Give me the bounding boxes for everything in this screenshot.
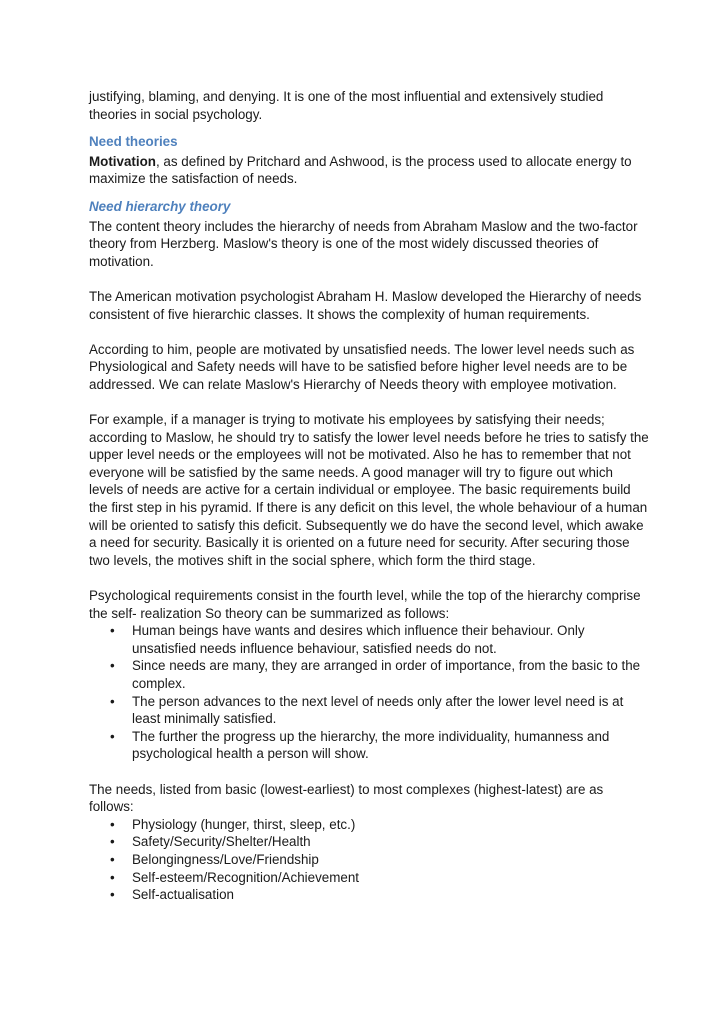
list-item <box>89 693 649 728</box>
list-item-text: Physiology (hunger, thirst, sleep, etc.) <box>132 816 356 832</box>
list-item-text: Safety/Security/Shelter/Health <box>132 834 311 850</box>
need-hierarchy-theory-heading: Need hierarchy theory <box>89 198 231 214</box>
bullet-icon: • <box>110 728 115 744</box>
intro-continuation-paragraph: justifying, blaming, and denying. It is one of the most influential and extensively studied theories in social psychology. <box>89 89 604 122</box>
list-item <box>89 886 649 904</box>
document-page <box>89 88 649 904</box>
list-item <box>89 869 649 887</box>
list-item-text: Since needs are many, they are arranged in order of importance, from the basic to the complex. <box>132 658 641 691</box>
list-item <box>89 816 649 834</box>
needs-bullet-list <box>89 816 649 904</box>
bullet-icon: • <box>110 623 115 639</box>
bullet-icon: • <box>110 887 115 903</box>
list-item <box>89 851 649 869</box>
maslow-hierarchy-paragraph: The American motivation psychologist Abraham H. Maslow developed the Hierarchy of needs consistent of five hierarchic classes. It shows the complexity of human requirements. <box>89 288 642 322</box>
content-theory-paragraph: The content theory includes the hierarchy of needs from Abraham Maslow and the two-factor theory from Herzberg. Maslow's theory is one of the most widely discussed theories of motivation. <box>89 218 638 269</box>
unsatisfied-needs-paragraph: According to him, people are motivated by unsatisfied needs. The lower level needs such as Physiological and Safety needs will have to be satisfied before higher level needs are to be addressed. We can relate Maslow's Hierarchy of Needs theory with employee motivation. <box>89 341 635 392</box>
manager-example-paragraph: For example, if a manager is trying to motivate his employees by satisfying their needs; according to Maslow, he should try to satisfy the lower level needs before he tries to satisfy the upper level needs or the employees will not be motivated. Also he has to remember that not everyone will be satisfied by the same needs. A good manager will try to figure out which levels of needs are active for a certain individual or employee. The basic requirements build the first step in his pyramid. If there is any deficit on this level, the whole behaviour of a human will be oriented to satisfy this deficit. Subsequently we do have the second level, which awake a need for security. Basically it is oriented on a future need for security. After securing those two levels, the motives shift in the social sphere, which form the third stage. <box>89 412 649 568</box>
bullet-icon: • <box>110 693 115 709</box>
list-item-text: Self-actualisation <box>132 887 234 903</box>
psychological-requirements-paragraph: Psychological requirements consist in the fourth level, while the top of the hierarchy comprise the self- realization So theory can be summarized as follows: <box>89 588 641 621</box>
list-item <box>89 728 649 763</box>
bullet-icon: • <box>110 834 115 850</box>
motivation-term: Motivation <box>89 153 156 169</box>
need-theories-heading: Need theories <box>89 134 178 150</box>
list-item-text: The further the progress up the hierarchy, the more individuality, humanness and psychological health a person will show. <box>132 728 610 762</box>
needs-listed-paragraph: The needs, listed from basic (lowest-earliest) to most complexes (highest-latest) are as follows: <box>89 781 604 815</box>
list-item-text: The person advances to the next level of needs only after the lower level need is at least minimally satisfied. <box>132 693 624 727</box>
list-item-text: Self-esteem/Recognition/Achievement <box>132 869 360 885</box>
list-item <box>89 657 649 692</box>
list-item <box>89 833 649 851</box>
bullet-icon: • <box>110 869 115 885</box>
bullet-icon: • <box>110 816 115 832</box>
list-item-text: Belongingness/Love/Friendship <box>132 851 319 867</box>
motivation-definition-paragraph <box>89 153 649 188</box>
motivation-definition-text: , as defined by Pritchard and Ashwood, is the process used to allocate energy to maximize the satisfaction of needs. <box>89 153 632 187</box>
bullet-icon: • <box>110 658 115 674</box>
bullet-icon: • <box>110 851 115 867</box>
list-item <box>89 622 649 657</box>
summary-bullet-list <box>89 622 649 763</box>
list-item-text: Human beings have wants and desires which influence their behaviour. Only unsatisfied needs influence behaviour, satisfied needs do not. <box>132 623 585 656</box>
